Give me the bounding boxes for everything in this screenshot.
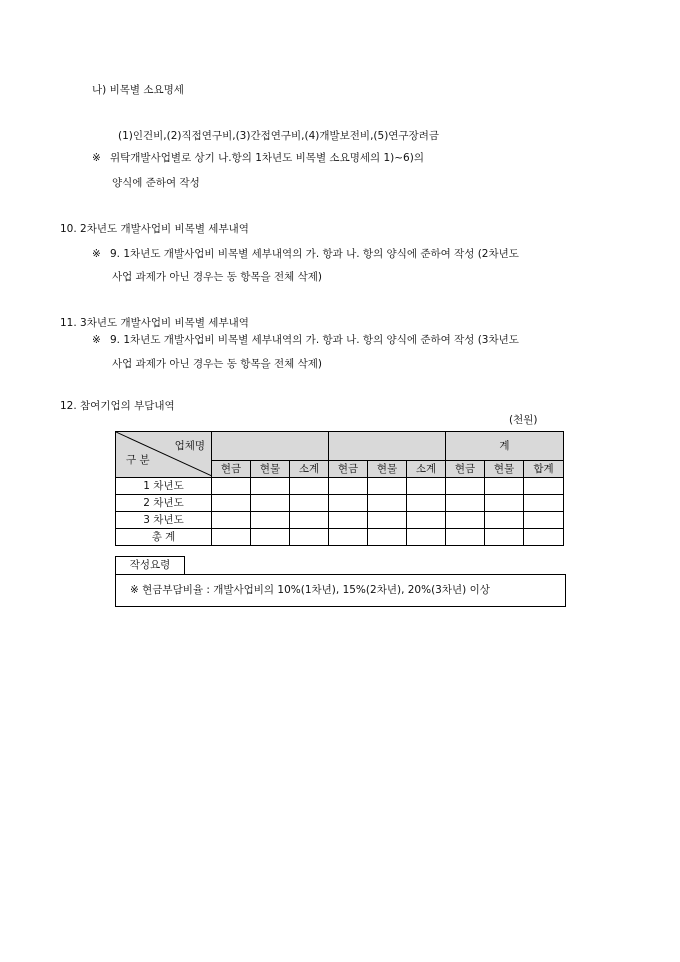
guide-text: ※ 현금부담비율 : 개발사업비의 10%(1차년), 15%(2차년), 20%(3차년) 이상 — [130, 584, 490, 596]
table-cell[interactable] — [212, 495, 251, 512]
table-cell[interactable] — [290, 512, 329, 529]
table-cell[interactable] — [251, 495, 290, 512]
table-corner-cell — [116, 432, 212, 478]
table-cell[interactable] — [368, 495, 407, 512]
table-row — [116, 512, 564, 529]
section-10-note-text1: 9. 1차년도 개발사업비 비목별 세부내역의 가. 항과 나. 항의 양식에 준하여 작성 (2차년도 — [110, 248, 519, 260]
section-10-note-line1 — [92, 247, 519, 261]
table-cell[interactable] — [212, 512, 251, 529]
section-11-note-line1 — [92, 333, 519, 347]
subheader-cell: 현금 — [446, 461, 485, 478]
corner-category-label: 구 분 — [126, 454, 150, 466]
subheader-cell: 합계 — [524, 461, 564, 478]
corner-company-label: 업체명 — [174, 440, 205, 452]
table-cell[interactable] — [212, 529, 251, 546]
table-cell[interactable] — [524, 478, 564, 495]
table-cell[interactable] — [368, 512, 407, 529]
burden-table — [115, 431, 564, 546]
group-header-1 — [212, 432, 329, 461]
table-cell[interactable] — [524, 512, 564, 529]
subheader-cell: 현물 — [485, 461, 524, 478]
table-cell[interactable] — [368, 478, 407, 495]
guide-box — [115, 574, 566, 607]
table-cell[interactable] — [485, 478, 524, 495]
table-cell[interactable] — [290, 495, 329, 512]
table-cell[interactable] — [485, 495, 524, 512]
note-mark-icon: ※ — [92, 334, 101, 346]
section-b-heading: 나) 비목별 소요명세 — [92, 84, 184, 96]
table-cell[interactable] — [407, 529, 446, 546]
row-label: 2 차년도 — [116, 495, 212, 512]
table-cell[interactable] — [290, 478, 329, 495]
section-11-note-text1: 9. 1차년도 개발사업비 비목별 세부내역의 가. 항과 나. 항의 양식에 준하여 작성 (3차년도 — [110, 334, 519, 346]
unit-label: (천원) — [509, 414, 538, 426]
table-cell[interactable] — [368, 529, 407, 546]
subheader-cell: 현물 — [251, 461, 290, 478]
section-11-heading: 11. 3차년도 개발사업비 비목별 세부내역 — [60, 317, 249, 329]
table-cell[interactable] — [407, 478, 446, 495]
table-cell[interactable] — [251, 529, 290, 546]
section-10-note-line2: 사업 과제가 아닌 경우는 동 항목을 전체 삭제) — [112, 271, 323, 283]
table-header-row — [116, 432, 564, 461]
table-cell[interactable] — [524, 495, 564, 512]
subheader-cell: 소계 — [407, 461, 446, 478]
table-row — [116, 495, 564, 512]
section-b-note-text1: 위탁개발사업별로 상기 나.항의 1차년도 비목별 소요명세의 1)~6)의 — [110, 152, 424, 164]
guide-tab: 작성요령 — [115, 556, 185, 574]
group-header-2 — [329, 432, 446, 461]
table-cell[interactable] — [524, 529, 564, 546]
subheader-cell: 소계 — [290, 461, 329, 478]
table-cell[interactable] — [290, 529, 329, 546]
table-cell[interactable] — [251, 512, 290, 529]
table-cell[interactable] — [446, 478, 485, 495]
subheader-cell: 현물 — [368, 461, 407, 478]
table-row — [116, 529, 564, 546]
table-cell[interactable] — [446, 495, 485, 512]
group-header-total: 계 — [446, 432, 564, 461]
section-b-note-line1 — [92, 151, 424, 165]
table-row — [116, 478, 564, 495]
section-11-note-line2: 사업 과제가 아닌 경우는 동 항목을 전체 삭제) — [112, 358, 323, 370]
table-cell[interactable] — [446, 529, 485, 546]
table-cell[interactable] — [485, 529, 524, 546]
subheader-cell: 현금 — [329, 461, 368, 478]
section-b-note-line2: 양식에 준하여 작성 — [112, 177, 200, 189]
section-b-items: (1)인건비,(2)직접연구비,(3)간접연구비,(4)개발보전비,(5)연구장려금 — [118, 130, 440, 142]
table-cell[interactable] — [446, 512, 485, 529]
table-cell[interactable] — [407, 512, 446, 529]
table-cell[interactable] — [407, 495, 446, 512]
row-label: 1 차년도 — [116, 478, 212, 495]
table-cell[interactable] — [329, 495, 368, 512]
table-cell[interactable] — [212, 478, 251, 495]
row-label: 3 차년도 — [116, 512, 212, 529]
table-cell[interactable] — [329, 512, 368, 529]
table-cell[interactable] — [329, 478, 368, 495]
table-cell[interactable] — [251, 478, 290, 495]
section-10-heading: 10. 2차년도 개발사업비 비목별 세부내역 — [60, 223, 249, 235]
table-cell[interactable] — [485, 512, 524, 529]
subheader-cell: 현금 — [212, 461, 251, 478]
section-12-heading: 12. 참여기업의 부담내역 — [60, 400, 175, 412]
note-mark-icon: ※ — [92, 152, 101, 164]
row-label: 총 계 — [116, 529, 212, 546]
note-mark-icon: ※ — [92, 248, 101, 260]
table-cell[interactable] — [329, 529, 368, 546]
